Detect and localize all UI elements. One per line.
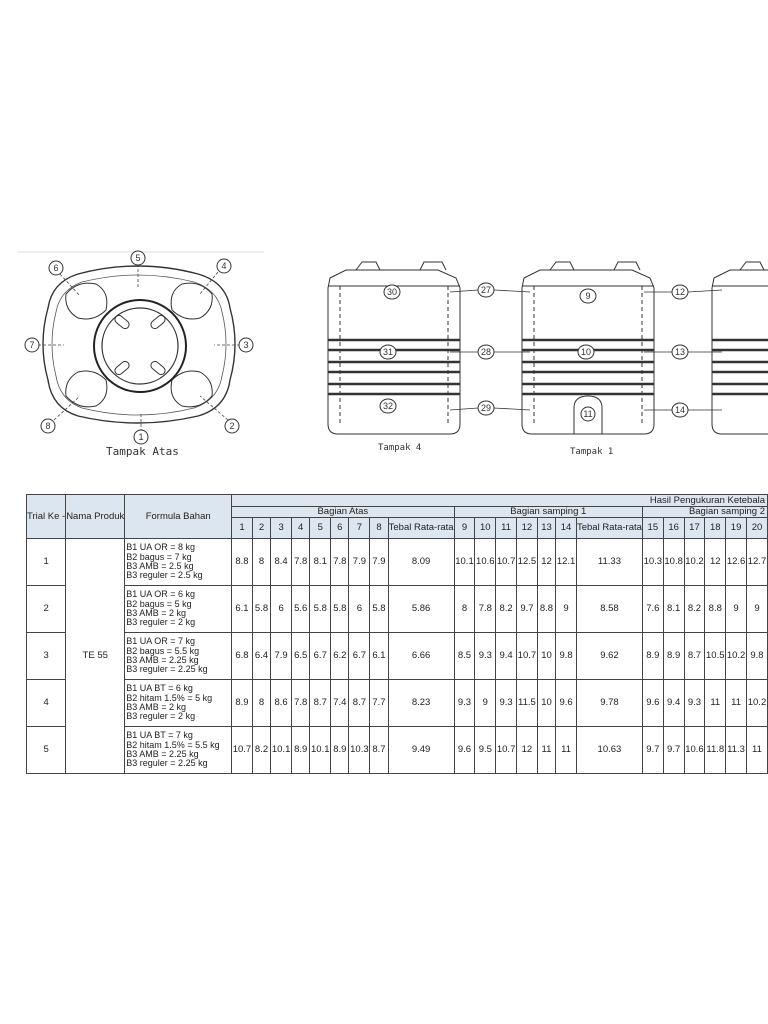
average-side1-cell: 9.62 bbox=[576, 633, 642, 680]
measurement-cell: 7.9 bbox=[271, 633, 292, 680]
side-point-label: 12 bbox=[674, 287, 686, 297]
average-top-cell: 5.86 bbox=[388, 586, 454, 633]
measurement-cell: 8.8 bbox=[705, 586, 726, 633]
side-view-caption-1: Tampak 1 bbox=[570, 447, 614, 457]
column-header-point: 20 bbox=[746, 518, 767, 539]
column-header-point: 14 bbox=[556, 518, 577, 539]
formula-line: B1 UA BT = 6 kg bbox=[126, 683, 193, 694]
measurement-cell: 8.8 bbox=[232, 539, 253, 586]
formula-cell bbox=[125, 633, 232, 680]
side-point-label: 30 bbox=[386, 287, 398, 297]
measurement-cell: 8.2 bbox=[252, 727, 270, 774]
measurement-cell: 8.9 bbox=[292, 727, 310, 774]
measurement-cell: 9.6 bbox=[454, 727, 475, 774]
measurement-cell: 5.8 bbox=[252, 586, 270, 633]
table-row bbox=[27, 633, 768, 680]
measurement-cell: 8.7 bbox=[684, 633, 705, 680]
average-top-cell: 8.23 bbox=[388, 680, 454, 727]
formula-line: B3 AMB = 2.25 kg bbox=[126, 749, 199, 759]
measurement-cell: 11.3 bbox=[726, 727, 747, 774]
column-header-point: 1 bbox=[232, 518, 253, 539]
table-row bbox=[27, 586, 768, 633]
column-header-point: 12 bbox=[517, 518, 538, 539]
side-point-label: 27 bbox=[480, 285, 492, 295]
top-point-label: 6 bbox=[53, 263, 59, 273]
measurement-cell: 11 bbox=[746, 727, 767, 774]
measurement-cell: 8.1 bbox=[310, 539, 331, 586]
measurement-cell: 5.8 bbox=[310, 586, 331, 633]
measurement-cell: 8.9 bbox=[642, 633, 663, 680]
side-point-label: 13 bbox=[674, 347, 686, 357]
side-view-drawing bbox=[326, 258, 768, 464]
measurement-cell: 10.6 bbox=[475, 539, 496, 586]
measurement-cell: 6.7 bbox=[310, 633, 331, 680]
column-header-point: 13 bbox=[537, 518, 555, 539]
measurement-cell: 5.8 bbox=[331, 586, 349, 633]
column-header-avg-top: Tebal Rata-rata bbox=[388, 518, 454, 539]
thickness-table bbox=[26, 494, 768, 774]
formula-line: B2 bagus = 7 kg bbox=[126, 551, 192, 562]
measurement-cell: 11.5 bbox=[517, 680, 538, 727]
column-header-point: 18 bbox=[705, 518, 726, 539]
formula-line: B1 UA OR = 7 kg bbox=[126, 636, 196, 647]
measurement-cell: 9.4 bbox=[496, 633, 517, 680]
side-point-label: 10 bbox=[580, 347, 592, 357]
measurement-cell: 7.7 bbox=[370, 680, 388, 727]
formula-line: B3 reguler = 2.5 kg bbox=[126, 570, 203, 581]
measurement-cell: 11 bbox=[726, 680, 747, 727]
formula-line: B3 reguler = 2 kg bbox=[126, 617, 196, 628]
header-formula: Formula Bahan bbox=[125, 495, 232, 539]
average-side1-cell: 11.33 bbox=[576, 539, 642, 586]
measurement-cell: 9.4 bbox=[663, 680, 684, 727]
average-top-cell: 8.09 bbox=[388, 539, 454, 586]
column-header-point: 5 bbox=[310, 518, 331, 539]
top-point-label: 4 bbox=[221, 261, 227, 271]
measurement-cell: 9.6 bbox=[642, 680, 663, 727]
measurement-cell: 7.8 bbox=[331, 539, 349, 586]
column-header-point: 19 bbox=[726, 518, 747, 539]
formula-line: B3 AMB = 2 kg bbox=[126, 608, 187, 618]
measurement-cell: 6.4 bbox=[252, 633, 270, 680]
formula-cell bbox=[125, 680, 232, 727]
measurement-cell: 8.9 bbox=[232, 680, 253, 727]
trial-number-cell: 2 bbox=[27, 586, 66, 633]
formula-line: B2 hitam 1.5% = 5 kg bbox=[126, 692, 213, 703]
measurement-cell: 7.4 bbox=[331, 680, 349, 727]
measurement-cell: 6.1 bbox=[370, 633, 388, 680]
side-point-label: 9 bbox=[585, 291, 591, 301]
measurement-cell: 9 bbox=[726, 586, 747, 633]
measurement-cell: 11 bbox=[705, 680, 726, 727]
side-point-label: 28 bbox=[480, 347, 492, 357]
trial-number-cell: 5 bbox=[27, 727, 66, 774]
measurement-cell: 8.6 bbox=[271, 680, 292, 727]
top-point-label: 7 bbox=[29, 340, 35, 350]
column-header-point: 6 bbox=[331, 518, 349, 539]
measurement-cell: 7.8 bbox=[292, 539, 310, 586]
trial-number-cell: 3 bbox=[27, 633, 66, 680]
header-top-section: Bagian Atas bbox=[232, 507, 455, 518]
measurement-cell: 9.3 bbox=[684, 680, 705, 727]
measurement-cell: 7.6 bbox=[642, 586, 663, 633]
formula-cell bbox=[125, 539, 232, 586]
measurement-cell: 10.2 bbox=[746, 680, 767, 727]
measurement-cell: 9.3 bbox=[475, 633, 496, 680]
formula-line: B3 reguler = 2.25 kg bbox=[126, 758, 208, 769]
measurement-cell: 7.8 bbox=[292, 680, 310, 727]
top-view-svg bbox=[18, 248, 268, 468]
measurement-cell: 5.6 bbox=[292, 586, 310, 633]
top-point-label: 8 bbox=[45, 421, 51, 431]
column-header-point: 3 bbox=[271, 518, 292, 539]
average-side1-cell: 10.63 bbox=[576, 727, 642, 774]
measurement-cell: 10.3 bbox=[642, 539, 663, 586]
formula-line: B3 reguler = 2 kg bbox=[126, 711, 196, 722]
measurement-cell: 12 bbox=[517, 727, 538, 774]
measurement-cell: 8.2 bbox=[496, 586, 517, 633]
measurement-cell: 6.5 bbox=[292, 633, 310, 680]
header-results: Hasil Pengukuran Ketebala bbox=[232, 495, 768, 507]
formula-line: B1 UA OR = 8 kg bbox=[126, 542, 196, 553]
measurement-cell: 8.7 bbox=[370, 727, 388, 774]
measurement-cell: 10.3 bbox=[349, 727, 370, 774]
measurement-cell: 12.5 bbox=[517, 539, 538, 586]
table-row bbox=[27, 727, 768, 774]
average-side1-cell: 9.78 bbox=[576, 680, 642, 727]
measurement-cell: 6 bbox=[271, 586, 292, 633]
average-top-cell: 6.66 bbox=[388, 633, 454, 680]
measurement-cell: 9.3 bbox=[496, 680, 517, 727]
measurement-cell: 10.7 bbox=[232, 727, 253, 774]
trial-number-cell: 1 bbox=[27, 539, 66, 586]
formula-line: B3 AMB = 2.5 kg bbox=[126, 561, 194, 571]
measurement-cell: 5.8 bbox=[370, 586, 388, 633]
thickness-table-container bbox=[26, 494, 768, 776]
measurement-cell: 12 bbox=[705, 539, 726, 586]
side-view-svg bbox=[326, 258, 768, 464]
measurement-cell: 8.2 bbox=[684, 586, 705, 633]
measurement-cell: 8.8 bbox=[537, 586, 555, 633]
measurement-cell: 12 bbox=[537, 539, 555, 586]
measurement-cell: 7.9 bbox=[349, 539, 370, 586]
top-point-label: 5 bbox=[135, 253, 141, 263]
formula-line: B2 hitam 1.5% = 5.5 kg bbox=[126, 739, 220, 750]
average-top-cell: 9.49 bbox=[388, 727, 454, 774]
table-row bbox=[27, 680, 768, 727]
side-view-caption-4: Tampak 4 bbox=[378, 443, 422, 453]
side-point-label: 32 bbox=[382, 401, 394, 411]
measurement-cell: 9.6 bbox=[556, 680, 577, 727]
measurement-cell: 10 bbox=[537, 633, 555, 680]
side-point-label: 29 bbox=[480, 403, 492, 413]
measurement-cell: 11 bbox=[537, 727, 555, 774]
measurement-cell: 10.6 bbox=[684, 727, 705, 774]
measurement-cell: 7.8 bbox=[475, 586, 496, 633]
measurement-cell: 8.9 bbox=[331, 727, 349, 774]
measurement-cell: 8.9 bbox=[663, 633, 684, 680]
side-point-label: 31 bbox=[382, 347, 394, 357]
column-header-point: 8 bbox=[370, 518, 388, 539]
product-name-cell: TE 55 bbox=[66, 539, 125, 774]
measurement-cell: 10.1 bbox=[271, 727, 292, 774]
column-header-point: 15 bbox=[642, 518, 663, 539]
measurement-cell: 11.8 bbox=[705, 727, 726, 774]
measurement-cell: 9.8 bbox=[746, 633, 767, 680]
measurement-cell: 8.1 bbox=[663, 586, 684, 633]
measurement-cell: 8 bbox=[252, 539, 270, 586]
measurement-cell: 9.5 bbox=[475, 727, 496, 774]
column-header-avg-side1: Tebal Rata-rata bbox=[576, 518, 642, 539]
formula-line: B3 AMB = 2.25 kg bbox=[126, 655, 199, 665]
formula-line: B2 bagus = 5 kg bbox=[126, 598, 192, 609]
top-view-caption: Tampak Atas bbox=[106, 445, 179, 458]
measurement-cell: 12.1 bbox=[556, 539, 577, 586]
measurement-cell: 8 bbox=[454, 586, 475, 633]
top-point-label: 2 bbox=[229, 421, 235, 431]
measurement-cell: 10.7 bbox=[517, 633, 538, 680]
measurement-cell: 10.2 bbox=[726, 633, 747, 680]
header-side1-section: Bagian samping 1 bbox=[454, 507, 642, 518]
measurement-cell: 10.5 bbox=[705, 633, 726, 680]
measurement-cell: 9.8 bbox=[556, 633, 577, 680]
column-header-point: 9 bbox=[454, 518, 475, 539]
measurement-cell: 6.7 bbox=[349, 633, 370, 680]
measurement-cell: 8.4 bbox=[271, 539, 292, 586]
header-side2-section: Bagian samping 2 bbox=[642, 507, 767, 518]
side-point-label: 14 bbox=[674, 405, 686, 415]
measurement-cell: 10 bbox=[537, 680, 555, 727]
top-point-label: 3 bbox=[243, 340, 249, 350]
measurement-cell: 6.1 bbox=[232, 586, 253, 633]
measurement-cell: 6.8 bbox=[232, 633, 253, 680]
table-row bbox=[27, 539, 768, 586]
measurement-cell: 12.6 bbox=[726, 539, 747, 586]
measurement-cell: 9 bbox=[556, 586, 577, 633]
header-trial: Trial Ke - bbox=[27, 495, 66, 539]
measurement-cell: 9.7 bbox=[517, 586, 538, 633]
measurement-cell: 9 bbox=[475, 680, 496, 727]
measurement-cell: 9.3 bbox=[454, 680, 475, 727]
header-product-name: Nama Produk bbox=[66, 495, 125, 539]
measurement-cell: 10.2 bbox=[684, 539, 705, 586]
measurement-cell: 7.9 bbox=[370, 539, 388, 586]
measurement-cell: 9.7 bbox=[642, 727, 663, 774]
column-header-point: 16 bbox=[663, 518, 684, 539]
measurement-cell: 10.1 bbox=[310, 727, 331, 774]
measurement-cell: 10.1 bbox=[454, 539, 475, 586]
measurement-cell: 9.7 bbox=[663, 727, 684, 774]
average-side1-cell: 8.58 bbox=[576, 586, 642, 633]
measurement-cell: 6 bbox=[349, 586, 370, 633]
measurement-cell: 10.7 bbox=[496, 727, 517, 774]
measurement-cell: 12.7 bbox=[746, 539, 767, 586]
column-header-point: 7 bbox=[349, 518, 370, 539]
column-header-point: 4 bbox=[292, 518, 310, 539]
side-point-label: 11 bbox=[583, 409, 593, 419]
formula-line: B1 UA OR = 6 kg bbox=[126, 589, 196, 600]
measurement-cell: 8.7 bbox=[349, 680, 370, 727]
measurement-cell: 6.2 bbox=[331, 633, 349, 680]
formula-line: B3 reguler = 2.25 kg bbox=[126, 664, 208, 675]
formula-line: B3 AMB = 2 kg bbox=[126, 702, 187, 712]
column-header-point: 17 bbox=[684, 518, 705, 539]
formula-cell bbox=[125, 586, 232, 633]
formula-line: B2 bagus = 5.5 kg bbox=[126, 645, 200, 656]
column-header-point: 2 bbox=[252, 518, 270, 539]
top-point-label: 1 bbox=[138, 432, 144, 442]
measurement-cell: 10.7 bbox=[496, 539, 517, 586]
measurement-cell: 11 bbox=[556, 727, 577, 774]
measurement-cell: 8.7 bbox=[310, 680, 331, 727]
measurement-cell: 8.5 bbox=[454, 633, 475, 680]
formula-line: B1 UA BT = 7 kg bbox=[126, 730, 193, 741]
column-header-point: 11 bbox=[496, 518, 517, 539]
measurement-cell: 10.8 bbox=[663, 539, 684, 586]
measurement-cell: 8 bbox=[252, 680, 270, 727]
formula-cell bbox=[125, 727, 232, 774]
column-header-point: 10 bbox=[475, 518, 496, 539]
measurement-cell: 9 bbox=[746, 586, 767, 633]
trial-number-cell: 4 bbox=[27, 680, 66, 727]
top-view-drawing bbox=[18, 248, 268, 468]
